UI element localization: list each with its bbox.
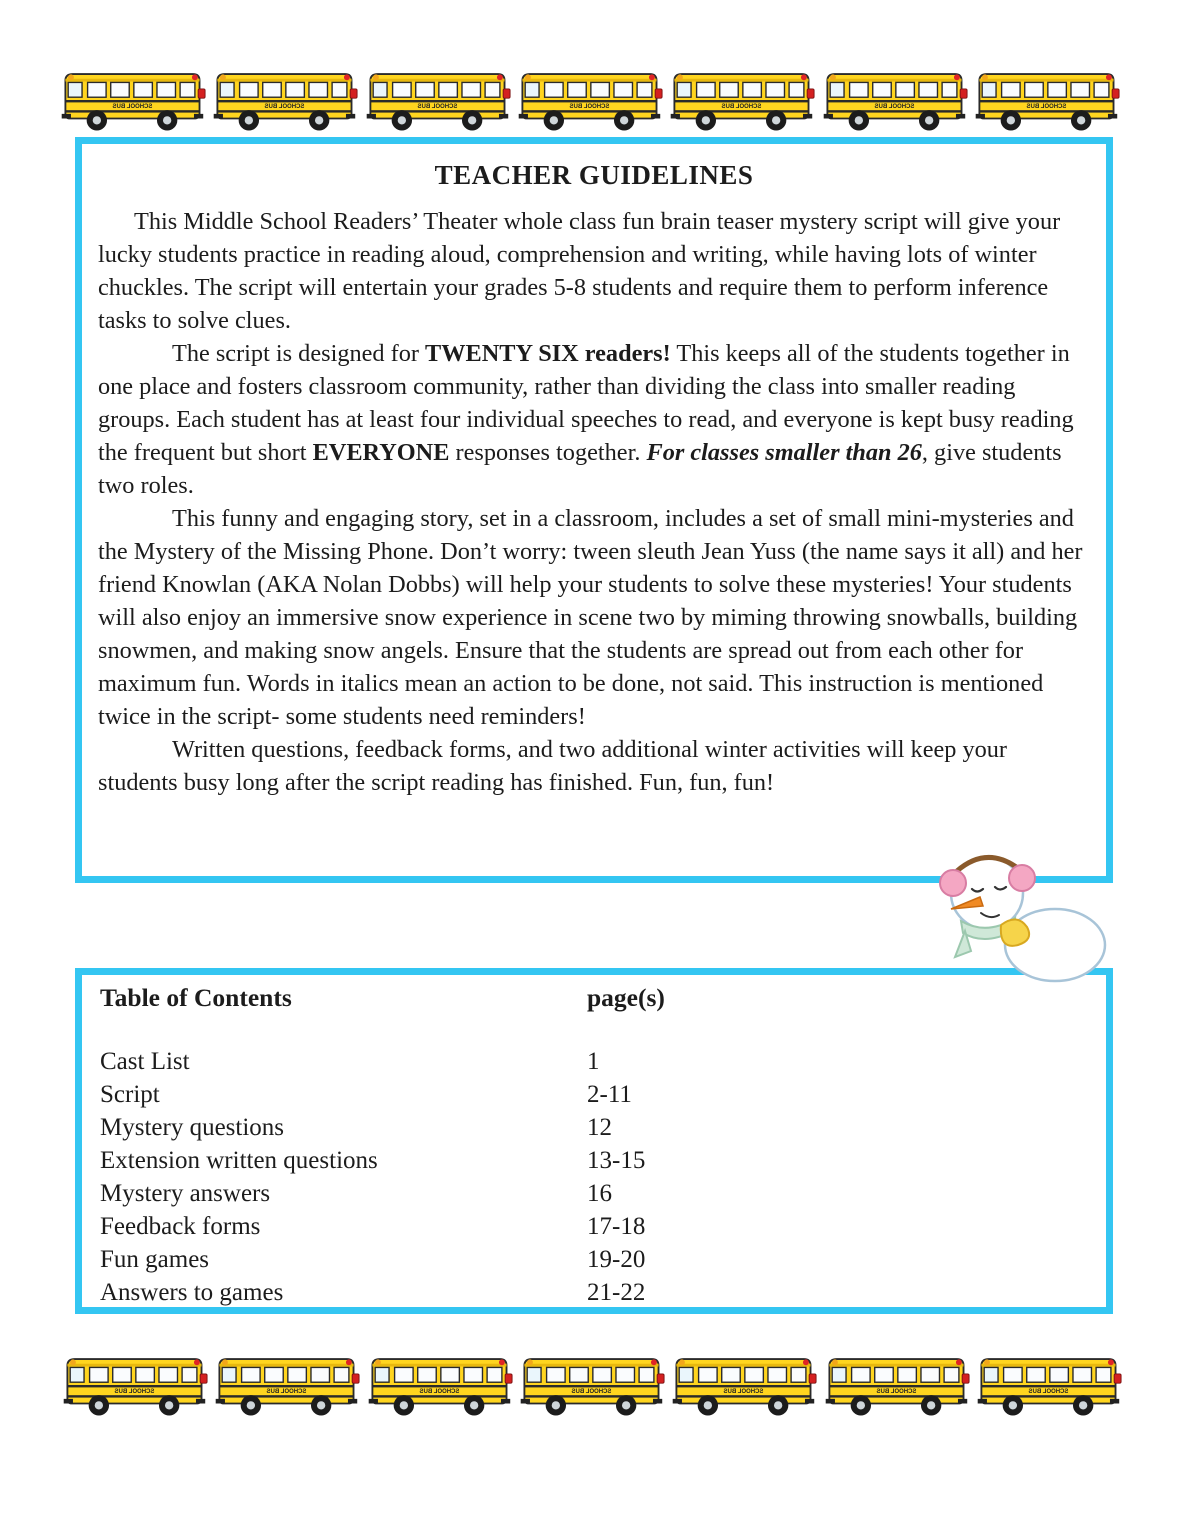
page-title: TEACHER GUIDELINES [434, 160, 754, 190]
toc-row [100, 1177, 1088, 1210]
toc-item-pages: 1 [587, 1048, 600, 1075]
toc-header-pages: page(s) [587, 983, 665, 1012]
bold-text: EVERYONE [312, 439, 450, 466]
paragraph-text: This Middle School Readers’ Theater whole class fun brain teaser mystery script will give your lucky students practice in reading aloud, comprehension and writing, while having lots of winter chuckles. The script will entertain your grades 5-8 students and require them to perform inference tasks to solve clues. [98, 208, 1061, 334]
toc-item-label: Extension written questions [100, 1147, 378, 1174]
school-bus-icon [974, 1346, 1122, 1424]
toc-item-label: Answers to games [100, 1279, 284, 1306]
school-bus-icon [820, 64, 968, 136]
bold-italic-text: For classes smaller than 26 [646, 439, 922, 466]
guidelines-paragraph-1 [98, 205, 1090, 337]
paragraph-text: This funny and engaging story, set in a classroom, includes a set of small mini-mysteries and the Mystery of the Missing Phone. Don’t worry: tween sleuth Jean Yuss (the name says it all) and her friend Knowlan (AKA Nolan Dobbs) will help your students to solve these mysteries! Your students will also enjoy an immersive snow experience in scene two by miming throwing snowballs, building snowmen, and making snow angels. Ensure that the students are spread out from each other for maximum fun. Words in italics mean an action to be done, not said. This instruction is mentioned twice in the script- some students need reminders! [98, 505, 1083, 730]
toc-items [100, 1045, 1088, 1309]
toc-item-label: Cast List [100, 1048, 190, 1075]
toc-item-label: Mystery questions [100, 1114, 285, 1141]
table-of-contents-box [75, 968, 1113, 1314]
bus-row-bottom [60, 1346, 1122, 1424]
toc-row [100, 1111, 1088, 1144]
school-bus-icon [515, 64, 663, 136]
toc-header-title: Table of Contents [100, 983, 292, 1012]
school-bus-icon [365, 1346, 513, 1424]
guidelines-paragraph-4 [98, 733, 1090, 799]
paragraph-text: The script is designed for [172, 340, 426, 367]
school-bus-icon [60, 1346, 208, 1424]
school-bus-icon [667, 64, 815, 136]
toc-item-label: Script [100, 1081, 160, 1108]
school-bus-icon [212, 1346, 360, 1424]
school-bus-icon [210, 64, 358, 136]
paragraph-text: , give students two roles. [98, 439, 1062, 499]
toc-item-pages: 17-18 [587, 1213, 646, 1240]
snowman-icon [925, 843, 1115, 985]
toc-item-label: Feedback forms [100, 1213, 261, 1240]
toc-row [100, 1276, 1088, 1309]
school-bus-icon [58, 64, 206, 136]
bold-text: TWENTY SIX readers! [425, 340, 671, 367]
toc-item-label: Fun games [100, 1246, 210, 1273]
school-bus-icon [517, 1346, 665, 1424]
toc-item-pages: 2-11 [587, 1081, 632, 1108]
paragraph-text: Written questions, feedback forms, and two additional winter activities will keep your students busy long after the script reading has finished. Fun, fun, fun! [98, 736, 1008, 796]
toc-item-pages: 13-15 [587, 1147, 646, 1174]
paragraph-text: responses together. [449, 439, 647, 466]
toc-row [100, 1144, 1088, 1177]
school-bus-icon [972, 64, 1120, 136]
toc-item-pages: 12 [587, 1114, 612, 1141]
toc-row [100, 1243, 1088, 1276]
toc-item-label: Mystery answers [100, 1180, 271, 1207]
toc-row [100, 1045, 1088, 1078]
teacher-guidelines-box [75, 137, 1113, 883]
toc-item-pages: 21-22 [587, 1279, 646, 1306]
guidelines-paragraph-2 [98, 337, 1090, 502]
school-bus-icon [669, 1346, 817, 1424]
toc-row [100, 1210, 1088, 1243]
toc-header [100, 981, 1088, 1015]
toc-item-pages: 16 [587, 1180, 612, 1207]
school-bus-icon [363, 64, 511, 136]
guidelines-paragraph-3 [98, 502, 1090, 733]
school-bus-icon [822, 1346, 970, 1424]
paragraph-text: This keeps all of the students together in one place and fosters classroom community, rather than dividing the class into smaller reading groups. Each student has at least four individual speeches to read, and everyone is kept busy reading the frequent but short [98, 340, 1074, 466]
toc-item-pages: 19-20 [587, 1246, 646, 1273]
toc-row [100, 1078, 1088, 1111]
bus-row-top [58, 64, 1120, 136]
